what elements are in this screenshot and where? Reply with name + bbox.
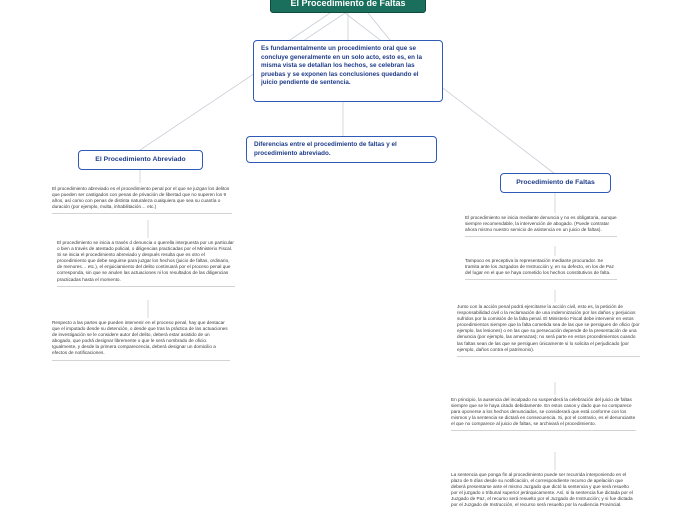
abreviado-note-1: El procedimiento abreviado es el procedimiento penal por el que se juzgan los delitos que pueden ser castigados con penas de privación de libertad que no superen los 9 años, así como con penas de distinta naturaleza cualquiera que sea su cuantía o duración (por ejemplo, multa, inhabilitación… etc.) xyxy=(52,186,232,214)
abreviado-note-2: El procedimiento se inicia a través d denuncia o querella interpuesta por un particular o bien a través de atestado policial, o diligencias practicadas por el Ministerio Fiscal. Si se inicia el procedimiento abreviado y después resulta que es otro el procedimiento que debe seguirse para juzgar los hechos (juicio de faltas, ordinario, de menores… etc.), el enjuiciamiento del delito continuará por el proceso penal que corresponda, sin que se anulen las actuaciones ni los resultados de las diligencias practicadas hasta el momento. xyxy=(57,240,235,287)
faltas-note-5: La sentencia que ponga fin al procedimiento puede ser recurrida interponiendo en el plazo de 5 días desde su notificación, el correspondiente recurso de apelación que deberá presentarse ante el mismo Juzgado que dictó la sentencia y que será resuelto por el juzgado o tribunal superior jerárquicamente. Así, si la sentencia fue dictada por el Juzgado de Paz, el recurso será resuelto por el Juzgado de Instrucción; y si fue dictada por el Juzgado de Instrucción, el recurso será resuelto por la Audiencia Provincial. xyxy=(451,472,633,508)
connector xyxy=(368,13,390,40)
differences-node[interactable]: Diferencias entre el procedimiento de faltas y el procedimiento abreviado. xyxy=(246,136,437,163)
abreviado-note-3: Respecto a las partes que pueden intervenir en el proceso penal, hay que destacar que el imputado desde su detención, o desde que tras la práctica de las actuaciones de investigación se le considere autor del delito, deberá estar asistido de un abogado, que podrá designar libremente o que le será nombrado de oficio. Igualmente, y desde la primera comparecencia, deberá designar un domicilio a efectos de notificaciones. xyxy=(52,320,230,361)
intro-node[interactable]: Es fundamentalmente un procedimiento oral que se concluye generalmente en un solo acto, esto es, en la misma vista se detallan los hechos, se celebran las pruebas y se exponen las conclusiones quedando el juicio pendiente de sentencia. xyxy=(253,40,443,102)
faltas-title[interactable]: Procedimiento de Faltas xyxy=(500,173,611,193)
abreviado-title[interactable]: El Procedimiento Abreviado xyxy=(78,150,203,170)
faltas-note-3: Junto con la acción penal podrá ejercitarse la acción civil, esto es, la petición de responsabilidad civil o la reclamación de una indemnización por los daños y perjuicios sufridos por la comisión de la falta penal. El Ministerio Fiscal debe intervenir en estos procedimientos siempre que la falta cometida sea de las que se persiguen de oficio (por ejemplo, las lesiones) o en las que su persecución depende de la presentación de una denuncia (por ejemplo, las amenazas); no será parte en estos procedimientos cuando las faltas sean de las que se persiguen únicamente si lo solicita el perjudicado (por ejemplo, daños contra el patrimonio). xyxy=(457,304,640,357)
faltas-note-2: Tampoco es preceptiva la representación mediante procurador. Se tramita ante los Juzgados de Instrucción y, en su defecto, en los de Paz del lugar en el que se haya cometido los hechos constitutivos de falta. xyxy=(465,258,617,280)
faltas-note-4: En principio, la ausencia del inculpado no suspenderá la celebración del juicio de faltas siempre que se le haya citado debidamente. En estos casos y dado que no comparece para oponerse a los hechos denunciados, se considerará que está conforme con los mismos y la sentencia se dictará en consecuencia. Si, por el contrario, es el denunciante el que no comparece al juicio de faltas, se archivará el procedimiento. xyxy=(451,397,636,431)
faltas-note-1: El procedimiento se inicia mediante denuncia y no es obligatoria, aunque siempre recomendable, la intervención de abogado. (Puede contratar ahora mismo nuestro servicio de asistencia en un juicio de faltas). xyxy=(465,215,617,237)
root-title[interactable]: El Procedimiento de Faltas xyxy=(270,0,426,13)
